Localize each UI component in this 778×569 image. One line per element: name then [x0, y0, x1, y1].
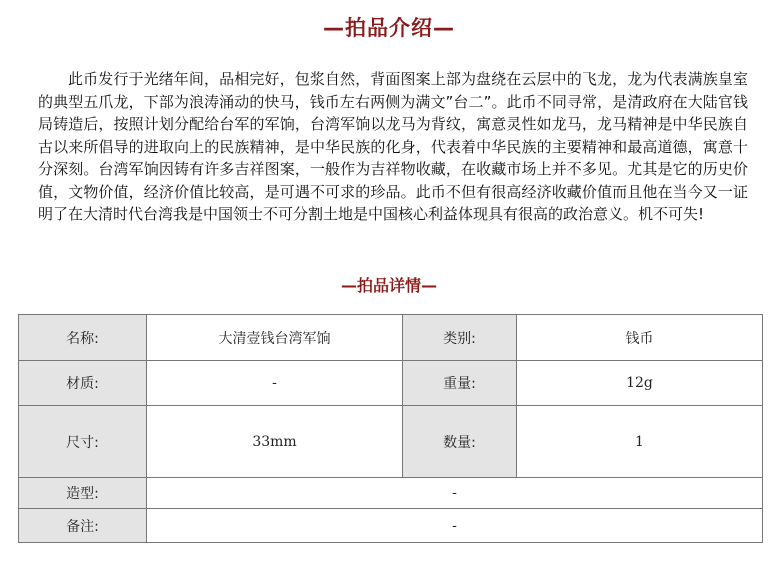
name-label: 名称:	[19, 315, 147, 361]
quantity-label: 数量:	[403, 406, 517, 478]
table-row	[19, 509, 763, 543]
note-label: 备注:	[19, 509, 147, 543]
table-row	[19, 315, 763, 361]
table-row	[19, 406, 763, 478]
size-label: 尺寸:	[19, 406, 147, 478]
weight-label: 重量:	[403, 361, 517, 406]
table-row	[19, 478, 763, 509]
section-title-details: —拍品详情—	[340, 276, 437, 295]
material-value: -	[147, 361, 403, 406]
category-label: 类别:	[403, 315, 517, 361]
name-value: 大清壹钱台湾军饷	[147, 315, 403, 361]
table-row	[19, 361, 763, 406]
category-value: 钱币	[517, 315, 763, 361]
note-value: -	[147, 509, 763, 543]
details-table	[18, 314, 763, 543]
material-label: 材质:	[19, 361, 147, 406]
intro-paragraph: 此币发行于光绪年间，品相完好，包浆自然，背面图案上部为盘绕在云层中的飞龙，龙为代表满族皇室的典型五爪龙，下部为浪涛涌动的快马，钱币左右两侧为满文”台二”。此币不同寻常，是清政府在大陆官钱局铸造后，按照计划分配给台军的军饷，台湾军饷以龙马为背纹，寓意灵性如龙马，龙马精神是中华民族自古以来所倡导的进取向上的民族精神，是中华民族的化身，代表着中华民族的主要精神和最高道德，寓意十分深刻。台湾军饷因铸有许多吉祥图案，一般作为吉祥物收藏，在收藏市场上并不多见。尤其是它的历史价值，文物价值，经济价值比较高，是可遇不可求的珍品。此币不但有很高经济收藏价值而且他在当今又一证明了在大清时代台湾我是中国领士不可分割土地是中国核心利益体现具有很高的政治意义。机不可失!	[38, 70, 748, 223]
section-title-intro: —拍品介绍—	[323, 16, 455, 40]
quantity-value: 1	[517, 406, 763, 478]
size-value: 33mm	[147, 406, 403, 478]
shape-label: 造型:	[19, 478, 147, 509]
shape-value: -	[147, 478, 763, 509]
weight-value: 12g	[517, 361, 763, 406]
